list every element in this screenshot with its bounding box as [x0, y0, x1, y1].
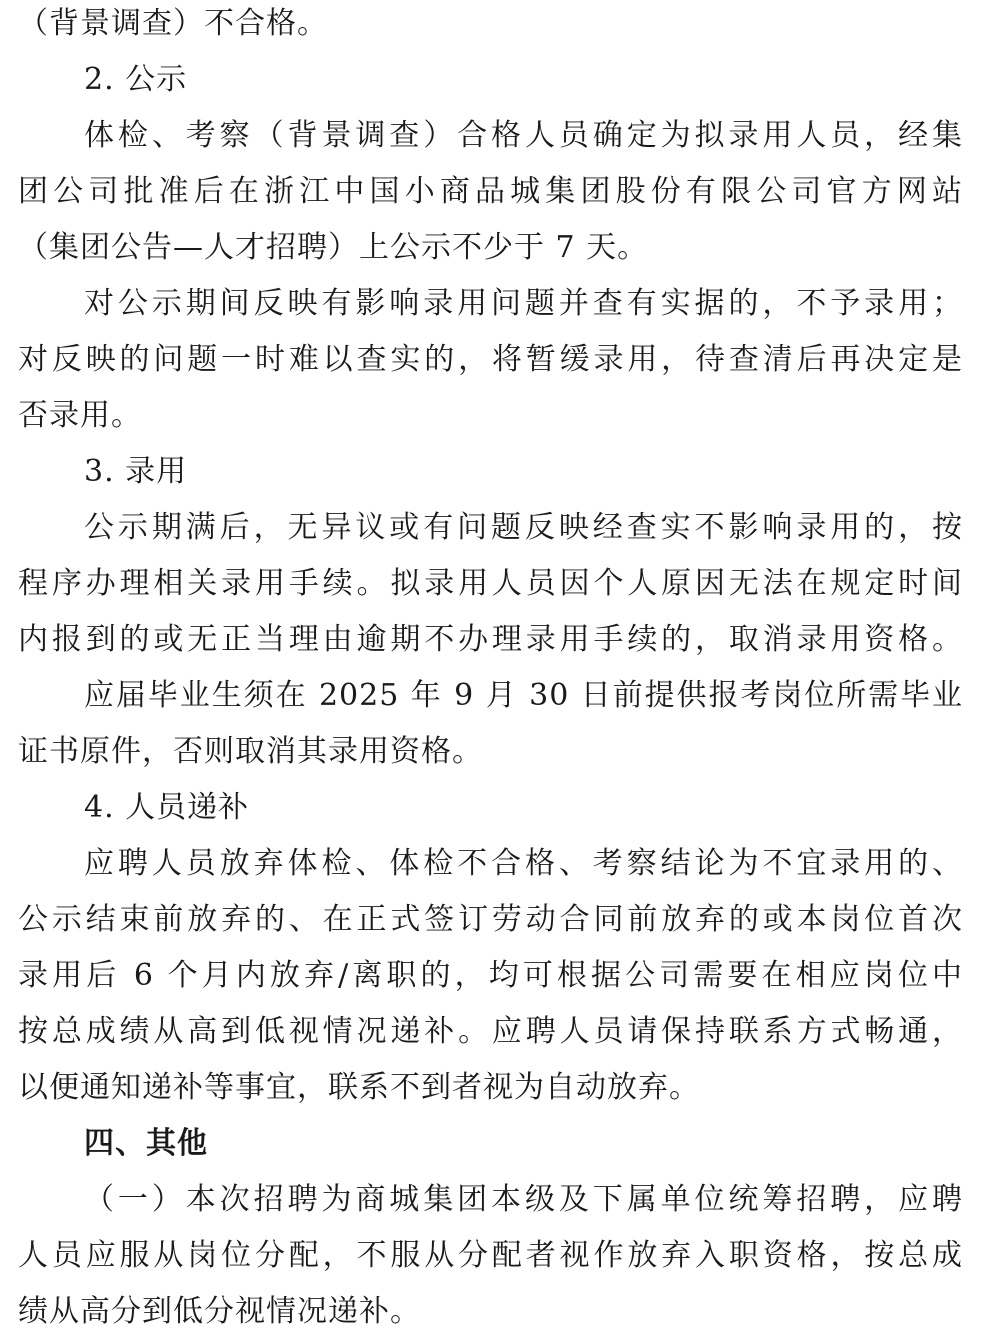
paragraph-line: 对反映的问题一时难以查实的，将暂缓录用，待查清后再决定是: [18, 342, 963, 377]
subsection-heading-employment: 3. 录用: [84, 454, 188, 489]
paragraph-line: 人员应服从岗位分配，不服从分配者视作放弃入职资格，按总成: [18, 1238, 963, 1273]
paragraph-line: 应届毕业生须在 2025 年 9 月 30 日前提供报考岗位所需毕业: [84, 678, 963, 713]
paragraph-line: 对公示期间反映有影响录用问题并查有实据的，不予录用；: [84, 286, 963, 321]
paragraph-line: （一）本次招聘为商城集团本级及下属单位统筹招聘，应聘: [84, 1182, 963, 1217]
paragraph-line: 否录用。: [18, 398, 142, 433]
paragraph-line: 内报到的或无正当理由逾期不办理录用手续的，取消录用资格。: [18, 622, 963, 657]
paragraph-line: 体检、考察（背景调查）合格人员确定为拟录用人员，经集: [84, 118, 963, 153]
paragraph-line: 程序办理相关录用手续。拟录用人员因个人原因无法在规定时间: [18, 566, 963, 601]
paragraph-line: 团公司批准后在浙江中国小商品城集团股份有限公司官方网站: [18, 174, 963, 209]
paragraph-line: 公示期满后，无异议或有问题反映经查实不影响录用的，按: [84, 510, 963, 545]
subsection-heading-publicity: 2. 公示: [84, 62, 188, 97]
paragraph-line: 证书原件，否则取消其录用资格。: [18, 734, 483, 769]
subsection-heading-replacement: 4. 人员递补: [84, 790, 250, 825]
text-line-continuation: （背景调查）不合格。: [18, 6, 328, 41]
paragraph-line: 绩从高分到低分视情况递补。: [18, 1294, 421, 1329]
paragraph-line: 以便通知递补等事宜，联系不到者视为自动放弃。: [18, 1070, 700, 1105]
paragraph-line: 按总成绩从高到低视情况递补。应聘人员请保持联系方式畅通，: [18, 1014, 963, 1049]
paragraph-line: 公示结束前放弃的、在正式签订劳动合同前放弃的或本岗位首次: [18, 902, 963, 937]
paragraph-line: 应聘人员放弃体检、体检不合格、考察结论为不宜录用的、: [84, 846, 963, 881]
section-heading-other: 四、其他: [84, 1126, 208, 1161]
paragraph-line: 录用后 6 个月内放弃/离职的，均可根据公司需要在相应岗位中: [18, 958, 963, 993]
paragraph-line: （集团公告—人才招聘）上公示不少于 7 天。: [18, 230, 649, 265]
